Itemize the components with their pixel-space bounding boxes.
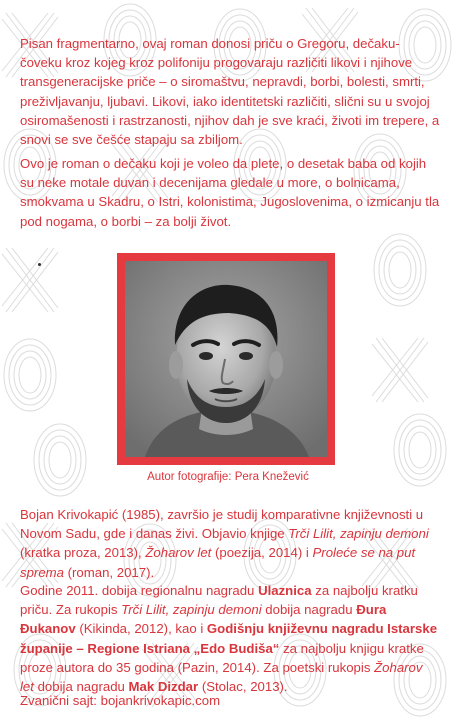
awards-text: Godine 2011. dobija regionalnu nagradu <box>20 583 259 598</box>
bio-text: (poezija, 2014) i <box>211 545 313 561</box>
author-bio-paragraph <box>20 505 440 582</box>
book-title: Proleće se na put sprema <box>20 545 416 580</box>
stray-dot <box>38 263 41 266</box>
book-title: Žoharov let <box>145 545 212 561</box>
awards-text: dobija nagradu <box>33 679 129 695</box>
awards-text: dobija nagradu <box>261 602 357 618</box>
award-name: Godišnju književnu nagradu Istarske županije – Regione Istriana „Edo Budiša“ <box>20 621 438 656</box>
bio-text: Bojan Krivokapić (1985), završio je studij komparativne književnosti u Novom Sadu, gde i danas živi. Objavio knjige <box>20 507 424 542</box>
awards-text: za najbolju kratku priču. Za rukopis <box>20 583 418 618</box>
awards-text: za najbolju knjigu kratke proze autora do 35 godina (Pazin, 2014). Za poetski rukopis <box>20 640 424 675</box>
bio-text: (roman, 2017). <box>63 564 155 580</box>
photo-caption: Autor fotografije: Pera Knežević <box>147 471 309 483</box>
award-name: Đura Đukanov <box>20 602 387 637</box>
official-website: Zvanični sajt: bojankrivokapic.com <box>20 693 221 708</box>
awards-text: (Kikinda, 2012), kao i <box>75 621 207 637</box>
author-photo-frame <box>117 253 335 465</box>
awards-text: (Stolac, 2013). <box>198 679 288 695</box>
synopsis-paragraph-2: Ovo je roman o dečaku koji je voleo da plete, o desetak baba od kojih su neke motale duvan i decenijama gledale u more, o bolnicama, smokvama u Skadru, o Istri, kolonistima, Jugoslovenima, o izmicanju tla pod nogama, o borbi – za bolji život. <box>20 156 440 229</box>
synopsis-paragraph-1: Pisan fragmentarno, ovaj roman donosi priču o Gregoru, dečaku-čoveku kroz kojeg kroz polifoniju progovaraju različiti likovi i njihove transgeneracijske priče – o siromaštvu, nepravdi, borbi, bolesti, smrti, preživljavanju, ljubavi. Likovi, iako identitetski različiti, slični su u svojoj osiromašenosti i rastrzanosti, njihov dah je sve kraći, životi im trepere, a snovi se sve češće stapaju sa zbiljom. <box>20 36 440 148</box>
award-name: Ulaznica <box>258 583 312 598</box>
book-title: Žoharov let <box>20 659 423 695</box>
book-title: Trči Lilit, zapinju demoni <box>121 602 262 618</box>
bio-text: (kratka proza, 2013), <box>20 545 146 561</box>
book-title: Trči Lilit, zapinju demoni <box>288 526 429 542</box>
awards-paragraph <box>20 581 440 696</box>
award-name: Mak Dizdar <box>128 679 199 695</box>
author-photo <box>125 261 327 457</box>
